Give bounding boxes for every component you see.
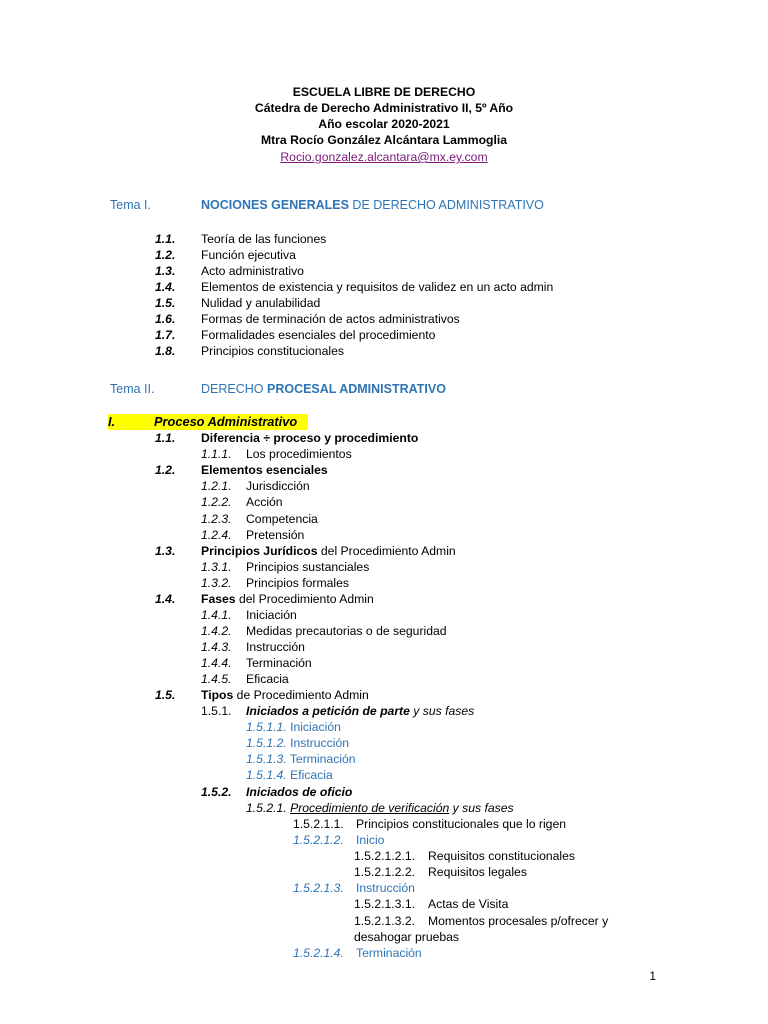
section-highlight — [108, 414, 308, 430]
tema2-title — [201, 381, 446, 397]
tema2-title-bold: PROCESAL ADMINISTRATIVO — [266, 382, 446, 396]
school-name: ESCUELA LIBRE DE DERECHO — [292, 85, 476, 99]
section-heading — [108, 414, 308, 430]
section-number: I. — [108, 414, 116, 429]
email-line — [0, 149, 768, 165]
tema1-title — [201, 197, 544, 213]
tema2-title-rest: DERECHO — [201, 382, 267, 396]
tema1-title-bold: NOCIONES GENERALES — [201, 198, 349, 212]
school-year: Año escolar 2020-2021 — [318, 117, 450, 131]
section-title: Proceso Administrativo — [154, 414, 298, 429]
tema1-title-rest: DE DERECHO ADMINISTRATIVO — [348, 198, 544, 212]
tema2-label: Tema II. — [110, 382, 155, 396]
tema1-label: Tema I. — [110, 198, 151, 212]
email-link[interactable]: Rocio.gonzalez.alcantara@mx.ey.com — [280, 150, 488, 164]
document-page: ESCUELA LIBRE DE DERECHO Cátedra de Derecho Administrativo II, 5º Año Año escolar 2020-2021 Mtra Rocío González Alcántara Lammoglia Rocio.gonzalez.alcantara@mx.ey.com Tema I. NOCIONES GENERALES DE DERECHO ADMINISTRATIVO 1.1. Teoría de las funciones 1.2. Función ejecutiva 1.3. Acto administrativo 1.4. Elementos de existencia y requisitos de validez en un acto admin 1.5. Nulidad y anulabilidad 1.6. Formas de terminación de actos administrativos 1.7. Formalidades esenciales del procedimiento 1.8. Principios constitucionales Tema II. DERECHO PROCESAL ADMINISTRATIVO I. Proceso Administrativo 1.1. Diferencia ÷ proceso y procedimiento 1.1.1. Los procedimientos 1.2. Elementos esenciales 1.2.1. Jurisdicción 1.2.2. Acción 1.2.3. Competencia 1.2.4. Pretensión 1.3. Principios Jurídicos del Procedimiento Admin 1.3.1. Principios sustanciales 1.3.2. Principios formales 1.4. Fases del Procedimiento Admin 1.4.1. Iniciación 1.4.2. Medidas precautorias o de seguridad 1.4.3. Instrucción 1.4.4. Terminación 1.4.5. Eficacia 1.5. Tipos de Procedimiento Admin 1.5.1. Iniciados a petición de parte y sus fases 1.5.1.1. Iniciación 1.5.1.2. Instrucción 1.5.1.3. Terminación 1.5.1.4. Eficacia 1.5.2. Iniciados de oficio 1.5.2.1. Procedimiento de verificación y sus fases 1.5.2.1.1. Principios constitucionales que lo rigen 1.5.2.1.2. Inicio 1.5.2.1.2.1. Requisitos constitucionales 1.5.2.1.2.2. Requisitos legales 1.5.2.1.3. Instrucción 1.5.2.1.3.1. Actas de Visita 1.5.2.1.3.2. Momentos procesales p/ofrecer y desahogar pruebas 1.5.2.1.4. Terminación 1 — [0, 0, 768, 1024]
page-number: 1 — [649, 969, 656, 983]
course-name: Cátedra de Derecho Administrativo II, 5º Año — [254, 101, 514, 115]
teacher-name: Mtra Rocío González Alcántara Lammoglia — [260, 133, 508, 147]
